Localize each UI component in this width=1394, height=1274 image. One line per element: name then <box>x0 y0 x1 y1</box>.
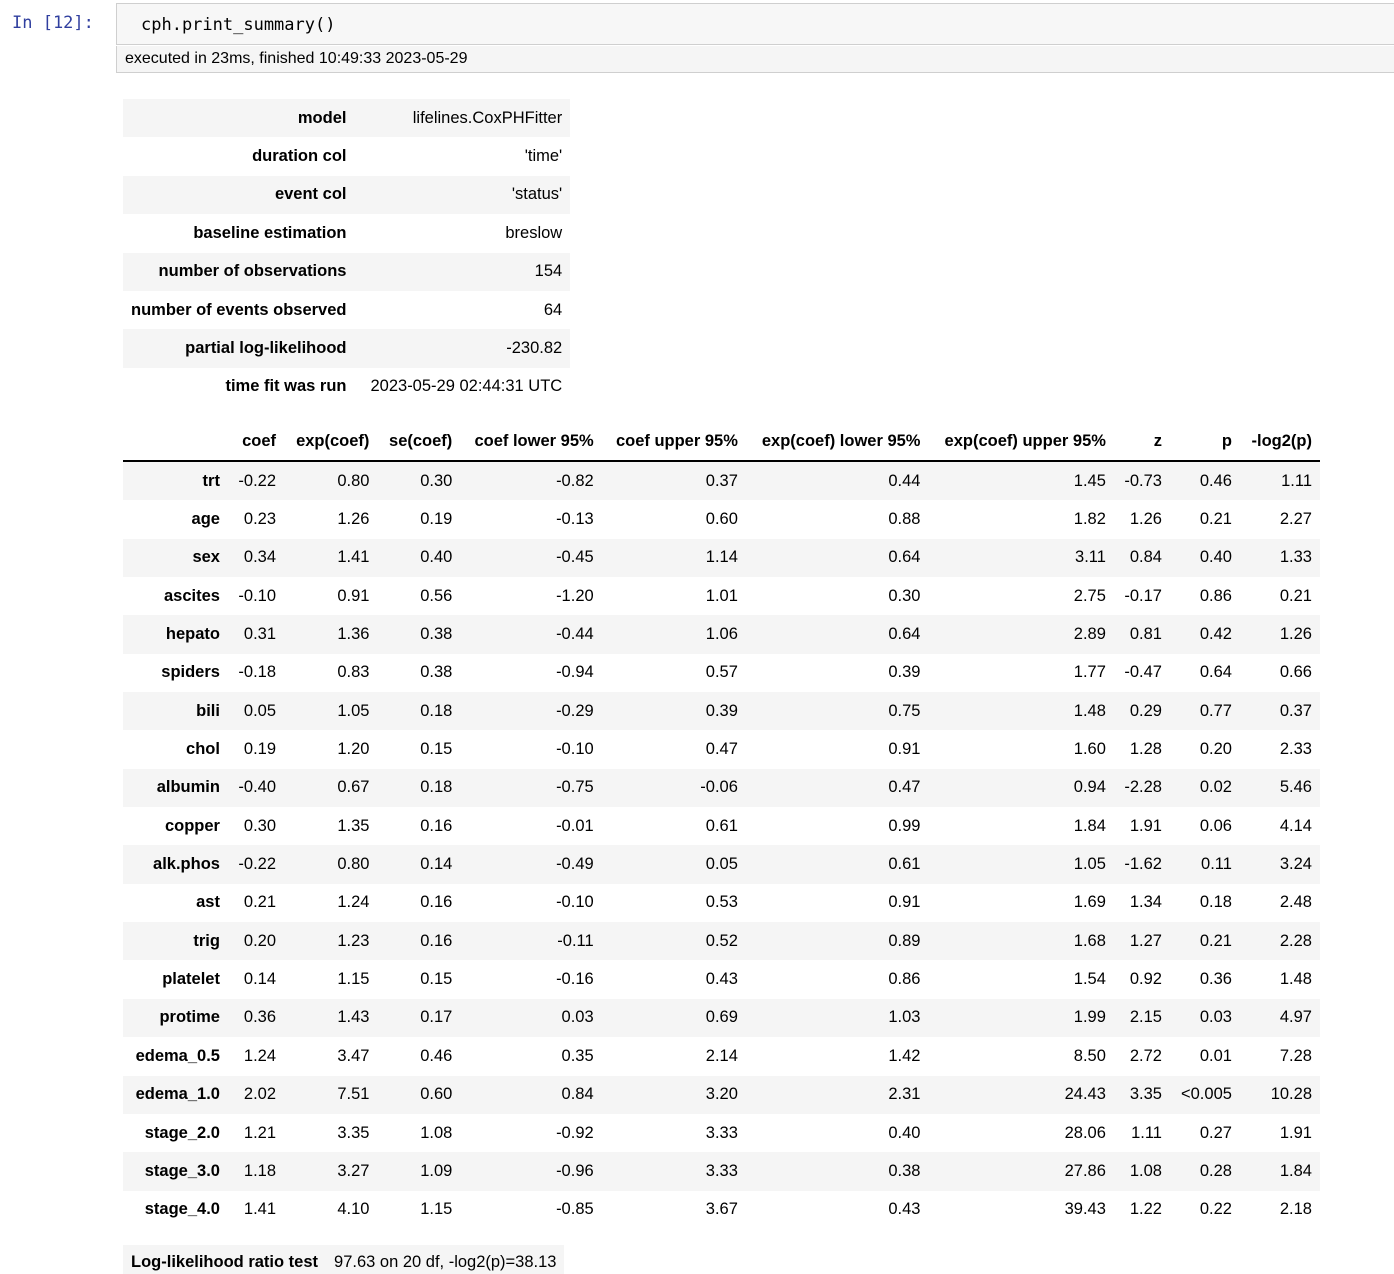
table-cell: 0.16 <box>420 816 453 835</box>
table-cell: 0.23 <box>243 510 277 529</box>
table-cell: 2.18 <box>1279 1200 1312 1219</box>
row-label: spiders <box>161 663 220 682</box>
llr-row <box>123 1245 564 1274</box>
table-cell: 0.39 <box>602 692 746 730</box>
summary-key: baseline estimation <box>193 223 347 242</box>
table-cell: -0.94 <box>556 663 594 682</box>
table-cell: 2.89 <box>928 615 1113 653</box>
table-cell: 1.60 <box>1073 740 1106 759</box>
table-cell: 1.09 <box>377 1152 460 1190</box>
table-cell: <0.005 <box>1170 1076 1240 1114</box>
row-label: chol <box>186 740 220 759</box>
table-cell: 0.21 <box>243 893 277 912</box>
table-row <box>123 654 1320 692</box>
summary-value: 64 <box>543 300 563 319</box>
summary-key: model <box>123 99 362 137</box>
summary-key: duration col <box>252 147 347 166</box>
table-cell: 7.28 <box>1279 1046 1312 1065</box>
table-cell: 0.40 <box>888 1123 921 1142</box>
row-label: stage_4.0 <box>144 1200 220 1219</box>
table-cell: 2.27 <box>1279 510 1312 529</box>
summary-row <box>123 214 570 252</box>
table-cell: 0.35 <box>561 1046 594 1065</box>
table-cell: 5.46 <box>1240 769 1320 807</box>
table-cell: 2.75 <box>1073 586 1106 605</box>
summary-row <box>123 253 570 291</box>
table-cell: 3.67 <box>705 1200 738 1219</box>
table-cell: 0.37 <box>602 461 746 500</box>
table-cell: 1.27 <box>1114 922 1170 960</box>
table-cell: -0.16 <box>556 970 594 989</box>
table-cell: 1.36 <box>284 615 377 653</box>
column-header: coef upper 95% <box>602 423 746 461</box>
table-cell: 0.47 <box>705 740 738 759</box>
table-cell: 4.97 <box>1240 999 1320 1037</box>
table-cell: 1.42 <box>888 1046 921 1065</box>
table-cell: -0.40 <box>228 769 284 807</box>
table-cell: 8.50 <box>1073 1046 1106 1065</box>
table-cell: 0.21 <box>1279 586 1312 605</box>
table-row <box>123 922 1320 960</box>
table-cell: 0.21 <box>1170 922 1240 960</box>
column-header: -log2(p) <box>1240 423 1320 461</box>
table-cell: 0.91 <box>888 740 921 759</box>
table-cell: 1.68 <box>928 922 1113 960</box>
table-cell: 1.14 <box>602 539 746 577</box>
table-cell: 1.20 <box>337 740 370 759</box>
table-cell: 1.22 <box>1129 1200 1162 1219</box>
row-label: albumin <box>123 769 228 807</box>
table-cell: -0.18 <box>238 663 277 682</box>
table-cell: 0.34 <box>228 539 284 577</box>
table-cell: 1.26 <box>1240 615 1320 653</box>
summary-row <box>123 329 570 367</box>
row-label: bili <box>123 692 228 730</box>
table-cell: 2.15 <box>1114 999 1170 1037</box>
table-cell: 1.03 <box>746 999 929 1037</box>
table-cell: 0.44 <box>746 461 929 500</box>
table-cell: 0.38 <box>420 663 453 682</box>
table-row <box>123 615 1320 653</box>
table-row <box>123 1114 1320 1152</box>
table-cell: 0.91 <box>337 586 370 605</box>
table-cell: 0.01 <box>1199 1046 1232 1065</box>
table-cell: 27.86 <box>928 1152 1113 1190</box>
table-cell: -0.92 <box>556 1123 594 1142</box>
table-cell: -0.45 <box>460 539 601 577</box>
table-cell: -0.10 <box>556 893 594 912</box>
table-row <box>123 1191 1320 1229</box>
table-cell: 0.94 <box>928 769 1113 807</box>
table-row <box>123 500 1320 538</box>
table-row <box>123 577 1320 615</box>
column-header: exp(coef) lower 95% <box>746 423 929 461</box>
table-cell: 0.61 <box>746 845 929 883</box>
summary-key: number of events observed <box>131 300 347 319</box>
table-cell: -2.28 <box>1114 769 1170 807</box>
table-cell: 0.86 <box>888 970 921 989</box>
table-cell: -0.73 <box>1114 461 1170 500</box>
table-cell: 3.33 <box>705 1123 738 1142</box>
table-cell: 1.08 <box>420 1123 453 1142</box>
row-label: age <box>191 510 220 529</box>
table-cell: 39.43 <box>1064 1200 1106 1219</box>
row-label: edema_0.5 <box>135 1046 220 1065</box>
execution-time-text: executed in 23ms, finished 10:49:33 2023-05-29 <box>125 50 468 67</box>
row-label: edema_1.0 <box>123 1076 228 1114</box>
table-cell: 0.60 <box>377 1076 460 1114</box>
llr-value: 97.63 on 20 df, -log2(p)=38.13 <box>326 1245 564 1274</box>
table-cell: 1.84 <box>1073 816 1106 835</box>
table-cell: 0.30 <box>377 461 460 500</box>
table-cell: -0.13 <box>556 510 594 529</box>
table-row <box>123 1152 1320 1190</box>
table-cell: 0.81 <box>1114 615 1170 653</box>
summary-value: -230.82 <box>362 329 570 367</box>
table-cell: 0.64 <box>746 539 929 577</box>
table-cell: 1.41 <box>284 539 377 577</box>
table-cell: -0.44 <box>460 615 601 653</box>
column-header: coef lower 95% <box>460 423 601 461</box>
table-cell: 0.37 <box>1240 692 1320 730</box>
summary-value: 'time' <box>524 147 563 166</box>
summary-value: breslow <box>505 223 563 242</box>
table-cell: 0.16 <box>377 922 460 960</box>
row-label: alk.phos <box>123 845 228 883</box>
table-cell: 4.14 <box>1279 816 1312 835</box>
table-cell: 1.43 <box>284 999 377 1037</box>
table-cell: 1.15 <box>420 1200 453 1219</box>
row-label: trig <box>123 922 228 960</box>
summary-row <box>123 291 570 329</box>
table-cell: 0.56 <box>420 586 453 605</box>
table-row <box>123 461 1320 500</box>
table-cell: 0.40 <box>377 539 460 577</box>
table-cell: 2.48 <box>1279 893 1312 912</box>
table-cell: 1.06 <box>602 615 746 653</box>
table-cell: 0.18 <box>377 769 460 807</box>
table-cell: 0.57 <box>705 663 738 682</box>
table-cell: 0.86 <box>1199 586 1232 605</box>
table-header-row <box>123 423 1320 461</box>
table-cell: 1.91 <box>1279 1123 1312 1142</box>
table-cell: 1.11 <box>1240 461 1320 500</box>
table-cell: 28.06 <box>1064 1123 1106 1142</box>
table-cell: 0.17 <box>377 999 460 1037</box>
table-cell: 0.43 <box>705 970 738 989</box>
summary-row <box>123 368 570 406</box>
column-header: se(coef) <box>377 423 460 461</box>
table-cell: 0.05 <box>602 845 746 883</box>
table-cell: 0.18 <box>377 692 460 730</box>
table-row <box>123 539 1320 577</box>
table-row <box>123 769 1320 807</box>
table-cell: 3.20 <box>602 1076 746 1114</box>
table-cell: 0.21 <box>1199 510 1232 529</box>
table-cell: 1.91 <box>1129 816 1162 835</box>
table-cell: 0.91 <box>888 893 921 912</box>
table-cell: 1.69 <box>1073 893 1106 912</box>
table-cell: 0.30 <box>243 816 277 835</box>
table-cell: 10.28 <box>1240 1076 1320 1114</box>
summary-value: 2023-05-29 02:44:31 UTC <box>370 377 563 396</box>
table-row <box>123 692 1320 730</box>
table-cell: 1.99 <box>928 999 1113 1037</box>
table-cell: 0.46 <box>420 1046 453 1065</box>
table-row <box>123 730 1320 768</box>
table-cell: 0.18 <box>1199 893 1232 912</box>
table-cell: 1.35 <box>337 816 370 835</box>
table-cell: 1.84 <box>1240 1152 1320 1190</box>
table-cell: 0.36 <box>228 999 284 1037</box>
table-cell: 0.22 <box>1199 1200 1232 1219</box>
table-cell: 0.19 <box>420 510 453 529</box>
table-cell: 0.20 <box>1199 740 1232 759</box>
table-cell: 2.02 <box>228 1076 284 1114</box>
table-cell: 1.21 <box>243 1123 277 1142</box>
table-cell: 0.42 <box>1170 615 1240 653</box>
table-cell: 0.64 <box>746 615 929 653</box>
table-cell: 1.48 <box>1279 970 1312 989</box>
table-cell: 0.16 <box>420 893 453 912</box>
table-cell: 0.80 <box>284 461 377 500</box>
table-cell: -0.96 <box>460 1152 601 1190</box>
table-cell: 0.20 <box>228 922 284 960</box>
table-cell: 0.92 <box>1129 970 1162 989</box>
table-cell: 1.48 <box>928 692 1113 730</box>
table-cell: -0.22 <box>228 461 284 500</box>
table-cell: 1.08 <box>1114 1152 1170 1190</box>
table-cell: 2.72 <box>1129 1046 1162 1065</box>
table-cell: 0.89 <box>746 922 929 960</box>
table-cell: 0.52 <box>602 922 746 960</box>
table-cell: -0.49 <box>460 845 601 883</box>
summary-key: number of observations <box>123 253 362 291</box>
column-header: exp(coef) <box>284 423 377 461</box>
table-cell: 1.24 <box>243 1046 277 1065</box>
row-label: hepato <box>123 615 228 653</box>
table-cell: 0.02 <box>1170 769 1240 807</box>
table-cell: 0.14 <box>377 845 460 883</box>
summary-value: lifelines.CoxPHFitter <box>362 99 570 137</box>
table-cell: 0.03 <box>460 999 601 1037</box>
code-input[interactable] <box>116 3 1394 45</box>
table-cell: 0.03 <box>1170 999 1240 1037</box>
row-label: stage_2.0 <box>144 1123 220 1142</box>
table-row <box>123 1037 1320 1075</box>
table-cell: 0.39 <box>888 663 921 682</box>
table-cell: 1.15 <box>337 970 370 989</box>
column-header: coef <box>228 423 284 461</box>
table-cell: 0.15 <box>420 970 453 989</box>
table-cell: 0.40 <box>1170 539 1240 577</box>
column-header: exp(coef) upper 95% <box>928 423 1113 461</box>
table-cell: 3.27 <box>284 1152 377 1190</box>
table-cell: 0.75 <box>746 692 929 730</box>
table-row <box>123 1076 1320 1114</box>
table-cell: 0.88 <box>888 510 921 529</box>
table-cell: 0.06 <box>1199 816 1232 835</box>
table-cell: 1.05 <box>928 845 1113 883</box>
table-cell: 0.27 <box>1199 1123 1232 1142</box>
table-cell: -0.10 <box>238 586 277 605</box>
table-cell: 1.82 <box>1073 510 1106 529</box>
table-cell: -0.06 <box>602 769 746 807</box>
summary-key: partial log-likelihood <box>123 329 362 367</box>
table-cell: 0.36 <box>1199 970 1232 989</box>
table-cell: -0.01 <box>556 816 594 835</box>
summary-value: 'status' <box>362 176 570 214</box>
table-cell: 0.80 <box>284 845 377 883</box>
table-cell: 1.34 <box>1129 893 1162 912</box>
table-row <box>123 960 1320 998</box>
table-cell: 1.18 <box>228 1152 284 1190</box>
summary-row <box>123 137 570 175</box>
row-label: ascites <box>164 586 220 605</box>
summary-value: 154 <box>362 253 570 291</box>
cell-prompt: In [12]: <box>12 13 94 33</box>
table-row <box>123 845 1320 883</box>
table-cell: 2.14 <box>705 1046 738 1065</box>
table-cell: 1.01 <box>705 586 738 605</box>
table-cell: 0.46 <box>1170 461 1240 500</box>
table-cell: 0.43 <box>888 1200 921 1219</box>
table-cell: 3.33 <box>602 1152 746 1190</box>
table-cell: 1.28 <box>1129 740 1162 759</box>
table-cell: 2.33 <box>1279 740 1312 759</box>
table-cell: 0.69 <box>602 999 746 1037</box>
table-cell: 3.35 <box>1114 1076 1170 1114</box>
table-cell: 1.41 <box>243 1200 277 1219</box>
table-cell: -0.10 <box>556 740 594 759</box>
table-cell: 0.53 <box>705 893 738 912</box>
row-label: protime <box>123 999 228 1037</box>
table-cell: 0.14 <box>243 970 277 989</box>
code-text: cph.print_summary() <box>141 15 336 35</box>
table-cell: 3.47 <box>337 1046 370 1065</box>
table-cell: -0.17 <box>1124 586 1162 605</box>
table-cell: 2.28 <box>1240 922 1320 960</box>
table-cell: 0.99 <box>888 816 921 835</box>
row-label: trt <box>123 461 228 500</box>
table-cell: 1.05 <box>284 692 377 730</box>
table-cell: 3.24 <box>1240 845 1320 883</box>
table-cell: 0.84 <box>460 1076 601 1114</box>
row-label: copper <box>164 816 220 835</box>
summary-key: time fit was run <box>225 377 347 396</box>
table-cell: 1.23 <box>284 922 377 960</box>
table-cell: 3.35 <box>337 1123 370 1142</box>
execution-info <box>116 46 1394 73</box>
table-cell: 1.33 <box>1240 539 1320 577</box>
table-cell: 0.67 <box>284 769 377 807</box>
table-cell: 0.28 <box>1170 1152 1240 1190</box>
table-row <box>123 884 1320 922</box>
row-label: stage_3.0 <box>123 1152 228 1190</box>
table-cell: 1.26 <box>1129 510 1162 529</box>
log-likelihood-ratio-table <box>123 1245 564 1274</box>
table-row <box>123 807 1320 845</box>
table-cell: 0.11 <box>1170 845 1240 883</box>
row-label: platelet <box>162 970 220 989</box>
table-cell: -1.20 <box>556 586 594 605</box>
table-cell: 0.61 <box>705 816 738 835</box>
summary-key: event col <box>123 176 362 214</box>
table-cell: 2.31 <box>746 1076 929 1114</box>
table-cell: 0.19 <box>243 740 277 759</box>
coefficients-table <box>123 423 1320 1229</box>
table-cell: -1.62 <box>1114 845 1170 883</box>
table-cell: 1.11 <box>1131 1123 1162 1142</box>
llr-label: Log-likelihood ratio test <box>123 1245 326 1274</box>
table-cell: 0.31 <box>228 615 284 653</box>
table-cell: 0.83 <box>337 663 370 682</box>
table-cell: 0.77 <box>1170 692 1240 730</box>
summary-row <box>123 99 570 137</box>
table-cell: 1.45 <box>928 461 1113 500</box>
table-cell: 0.29 <box>1114 692 1170 730</box>
table-cell: 0.05 <box>228 692 284 730</box>
table-cell: -0.47 <box>1124 663 1162 682</box>
table-cell: 0.60 <box>705 510 738 529</box>
table-cell: 0.38 <box>746 1152 929 1190</box>
table-cell: -0.82 <box>460 461 601 500</box>
table-cell: -0.29 <box>460 692 601 730</box>
row-label: ast <box>196 893 220 912</box>
table-cell: 0.38 <box>377 615 460 653</box>
table-cell: 7.51 <box>284 1076 377 1114</box>
column-header: z <box>1114 423 1170 461</box>
table-cell: 0.64 <box>1199 663 1232 682</box>
table-row <box>123 999 1320 1037</box>
table-cell: 0.15 <box>420 740 453 759</box>
table-cell: 4.10 <box>337 1200 370 1219</box>
table-cell: 1.54 <box>1073 970 1106 989</box>
table-cell: -0.11 <box>460 922 601 960</box>
table-cell: 0.84 <box>1114 539 1170 577</box>
table-cell: 0.47 <box>746 769 929 807</box>
table-cell: 1.77 <box>1073 663 1106 682</box>
table-cell: 3.11 <box>928 539 1113 577</box>
table-cell: 1.24 <box>337 893 370 912</box>
table-cell: 1.26 <box>337 510 370 529</box>
table-cell: -0.85 <box>556 1200 594 1219</box>
column-header: p <box>1170 423 1240 461</box>
row-label: sex <box>123 539 228 577</box>
column-header <box>123 423 228 461</box>
table-cell: 0.66 <box>1279 663 1312 682</box>
table-cell: -0.22 <box>228 845 284 883</box>
table-cell: -0.75 <box>460 769 601 807</box>
table-cell: 0.30 <box>888 586 921 605</box>
summary-row <box>123 176 570 214</box>
model-summary-table <box>123 99 570 406</box>
table-cell: 24.43 <box>928 1076 1113 1114</box>
